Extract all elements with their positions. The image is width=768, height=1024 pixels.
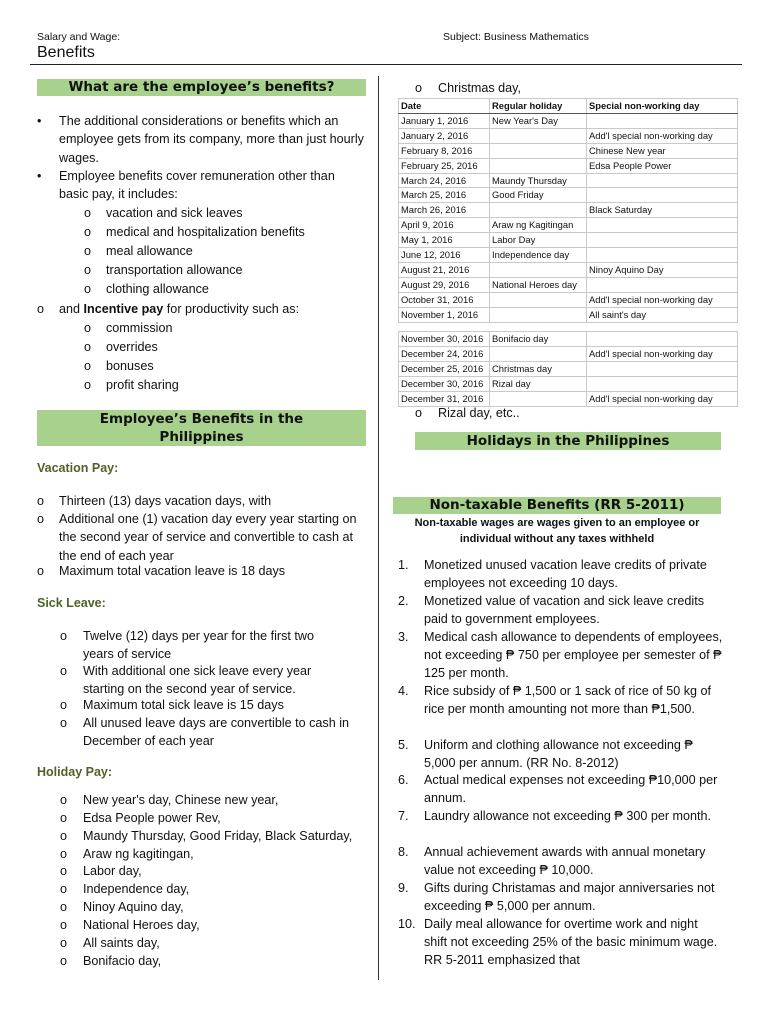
table-header: Date bbox=[399, 99, 490, 114]
header-rule bbox=[30, 64, 742, 65]
table-header: Regular holiday bbox=[490, 99, 587, 114]
table-row: April 9, 2016 Araw ng Kagitingan bbox=[399, 218, 738, 233]
table-row: October 31, 2016 Add'l special non-working day bbox=[399, 292, 738, 307]
table-row: August 29, 2016 National Heroes day bbox=[399, 277, 738, 292]
table-header: Special non-working day bbox=[587, 99, 738, 114]
table-row: August 21, 2016 Ninoy Aquino Day bbox=[399, 262, 738, 277]
table-row: December 30, 2016 Rizal day bbox=[399, 376, 738, 391]
bullet-dot-icon: • bbox=[37, 169, 42, 183]
table-row: November 30, 2016 Bonifacio day bbox=[399, 332, 738, 347]
holiday-table bbox=[398, 98, 738, 323]
table-row: March 25, 2016 Good Friday bbox=[399, 188, 738, 203]
table-row: March 26, 2016 Black Saturday bbox=[399, 203, 738, 218]
table-row: June 12, 2016 Independence day bbox=[399, 248, 738, 263]
holiday-table-continued bbox=[398, 331, 738, 407]
holiday-pay-heading: Holiday Pay: bbox=[37, 765, 113, 779]
header-label: Salary and Wage: bbox=[37, 31, 121, 43]
section-band-employee-benefits: What are the employee’s benefits? bbox=[37, 79, 366, 96]
bullet-dot-icon: • bbox=[37, 114, 42, 128]
table-row: December 25, 2016 Christmas day bbox=[399, 361, 738, 376]
table-row: February 8, 2016 Chinese New year bbox=[399, 143, 738, 158]
subject-label: Subject: Business Mathematics bbox=[443, 31, 589, 43]
table-row: January 2, 2016 Add'l special non-working day bbox=[399, 128, 738, 143]
table-row: January 1, 2016 New Year's Day bbox=[399, 113, 738, 128]
vacation-pay-heading: Vacation Pay: bbox=[37, 461, 119, 475]
table-row: May 1, 2016 Labor Day bbox=[399, 233, 738, 248]
table-row: December 24, 2016 Add'l special non-working day bbox=[399, 346, 738, 361]
section-band-holidays: Holidays in the Philippines bbox=[415, 432, 721, 450]
section-band-ph-benefits: Employee’s Benefits in the Philippines bbox=[37, 410, 366, 446]
non-taxable-intro: Non-taxable wages are wages given to an employee or individual without any taxes withheld bbox=[414, 517, 700, 545]
page-title: Benefits bbox=[37, 44, 95, 61]
table-row: February 25, 2016 Edsa People Power bbox=[399, 158, 738, 173]
table-row: December 31, 2016 Add'l special non-working day bbox=[399, 391, 738, 406]
section-band-non-taxable: Non-taxable Benefits (RR 5-2011) bbox=[393, 497, 721, 514]
table-row: March 24, 2016 Maundy Thursday bbox=[399, 173, 738, 188]
column-divider bbox=[378, 76, 379, 980]
sick-leave-heading: Sick Leave: bbox=[37, 596, 106, 610]
table-row: November 1, 2016 All saint's day bbox=[399, 307, 738, 322]
